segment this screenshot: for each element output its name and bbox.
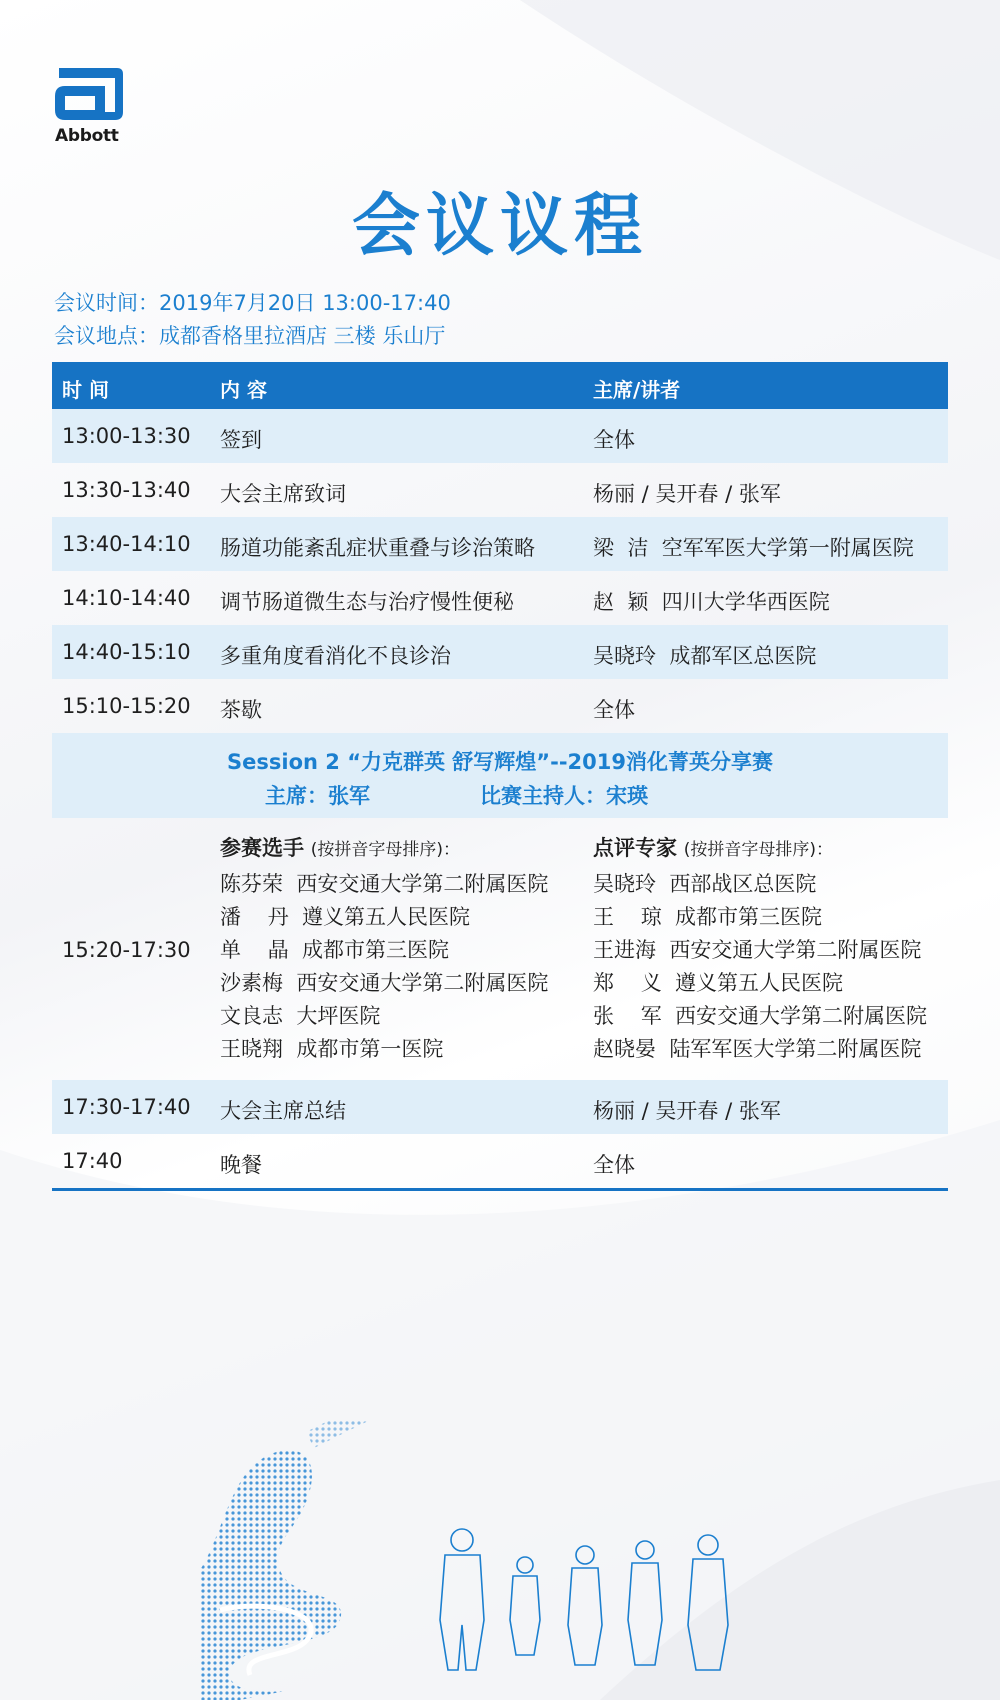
contestants-heading bbox=[220, 832, 548, 868]
list-item: 王进海 西安交通大学第二附属医院 bbox=[593, 938, 922, 962]
row-content: 多重角度看消化不良诊治 bbox=[220, 644, 451, 668]
table-bottom-rule bbox=[52, 1188, 948, 1191]
row-content: 晚餐 bbox=[220, 1153, 262, 1177]
row-content: 大会主席总结 bbox=[220, 1099, 346, 1123]
agenda-table bbox=[52, 362, 948, 1191]
list-item: 陈芬荣 西安交通大学第二附属医院 bbox=[220, 872, 549, 896]
header-time: 时 间 bbox=[62, 378, 109, 402]
list-item: 文良志 大坪医院 bbox=[220, 1004, 381, 1028]
intestine-icon bbox=[200, 1420, 370, 1700]
contestants-list bbox=[220, 832, 548, 1066]
list-item: 王 琼 成都市第三医院 bbox=[593, 905, 823, 929]
table-row bbox=[52, 1080, 948, 1134]
row-speaker: 吴晓玲 成都军区总医院 bbox=[593, 644, 817, 668]
contestants-title: 参赛选手 bbox=[220, 836, 304, 860]
row-content: 签到 bbox=[220, 428, 262, 452]
table-row bbox=[52, 625, 948, 679]
contestants-note: (按拼音字母排序)： bbox=[310, 840, 460, 860]
list-item: 潘 丹 遵义第五人民医院 bbox=[220, 905, 471, 929]
abbott-logo bbox=[55, 68, 127, 146]
table-row bbox=[52, 517, 948, 571]
doctors-icon bbox=[440, 1529, 728, 1670]
medical-illustration bbox=[200, 1420, 800, 1700]
row-speaker: 杨丽 / 吴开春 / 张军 bbox=[593, 1099, 781, 1123]
table-row bbox=[52, 679, 948, 733]
competition-time: 15:20-17:30 bbox=[62, 938, 191, 962]
row-time: 15:10-15:20 bbox=[62, 694, 191, 718]
meeting-location: 会议地点：成都香格里拉酒店 三楼 乐山厅 bbox=[54, 324, 446, 348]
abbott-logo-icon bbox=[55, 68, 127, 124]
judges-title: 点评专家 bbox=[593, 836, 677, 860]
session-chair: 主席：张军 bbox=[265, 784, 370, 808]
row-speaker: 赵 颖 四川大学华西医院 bbox=[593, 590, 830, 614]
judges-heading bbox=[593, 832, 927, 868]
list-item: 王晓翔 成都市第一医院 bbox=[220, 1037, 444, 1061]
list-item: 吴晓玲 西部战区总医院 bbox=[593, 872, 817, 896]
list-item: 沙素梅 西安交通大学第二附属医院 bbox=[220, 971, 549, 995]
row-time: 13:40-14:10 bbox=[62, 532, 191, 556]
list-item: 单 晶 成都市第三医院 bbox=[220, 938, 450, 962]
page-title: 会议议程 bbox=[351, 187, 648, 266]
row-speaker: 全体 bbox=[593, 428, 635, 452]
table-row bbox=[52, 409, 948, 463]
row-time: 17:30-17:40 bbox=[62, 1095, 191, 1119]
row-content: 大会主席致词 bbox=[220, 482, 346, 506]
list-item: 郑 义 遵义第五人民医院 bbox=[593, 971, 844, 995]
row-speaker: 全体 bbox=[593, 698, 635, 722]
table-row bbox=[52, 463, 948, 517]
row-content: 茶歇 bbox=[220, 698, 262, 722]
table-header bbox=[52, 362, 948, 409]
row-time: 17:40 bbox=[62, 1149, 123, 1173]
row-content: 调节肠道微生态与治疗慢性便秘 bbox=[220, 590, 514, 614]
row-speaker: 梁 洁 空军军医大学第一附属医院 bbox=[593, 536, 914, 560]
session-banner bbox=[52, 733, 948, 818]
header-speaker: 主席/讲者 bbox=[593, 378, 681, 402]
row-time: 13:30-13:40 bbox=[62, 478, 191, 502]
row-time: 14:10-14:40 bbox=[62, 586, 191, 610]
row-content: 肠道功能紊乱症状重叠与诊治策略 bbox=[220, 536, 535, 560]
row-time: 14:40-15:10 bbox=[62, 640, 191, 664]
session-host: 比赛主持人：宋瑛 bbox=[480, 784, 648, 808]
session-title: Session 2 “力克群英 舒写辉煌”--2019消化菁英分享赛 bbox=[227, 750, 773, 774]
row-speaker: 杨丽 / 吴开春 / 张军 bbox=[593, 482, 781, 506]
meeting-meta bbox=[54, 287, 451, 353]
row-time: 13:00-13:30 bbox=[62, 424, 191, 448]
list-item: 赵晓晏 陆军军医大学第二附属医院 bbox=[593, 1037, 922, 1061]
competition-row bbox=[52, 818, 948, 1080]
header-content: 内 容 bbox=[220, 378, 267, 402]
meeting-time: 会议时间：2019年7月20日 13:00-17:40 bbox=[54, 291, 451, 315]
row-speaker: 全体 bbox=[593, 1153, 635, 1177]
table-row bbox=[52, 1134, 948, 1188]
judges-list bbox=[593, 832, 927, 1066]
logo-text: Abbott bbox=[55, 126, 119, 146]
list-item: 张 军 西安交通大学第二附属医院 bbox=[593, 1004, 928, 1028]
table-row bbox=[52, 571, 948, 625]
judges-note: (按拼音字母排序)： bbox=[683, 840, 833, 860]
